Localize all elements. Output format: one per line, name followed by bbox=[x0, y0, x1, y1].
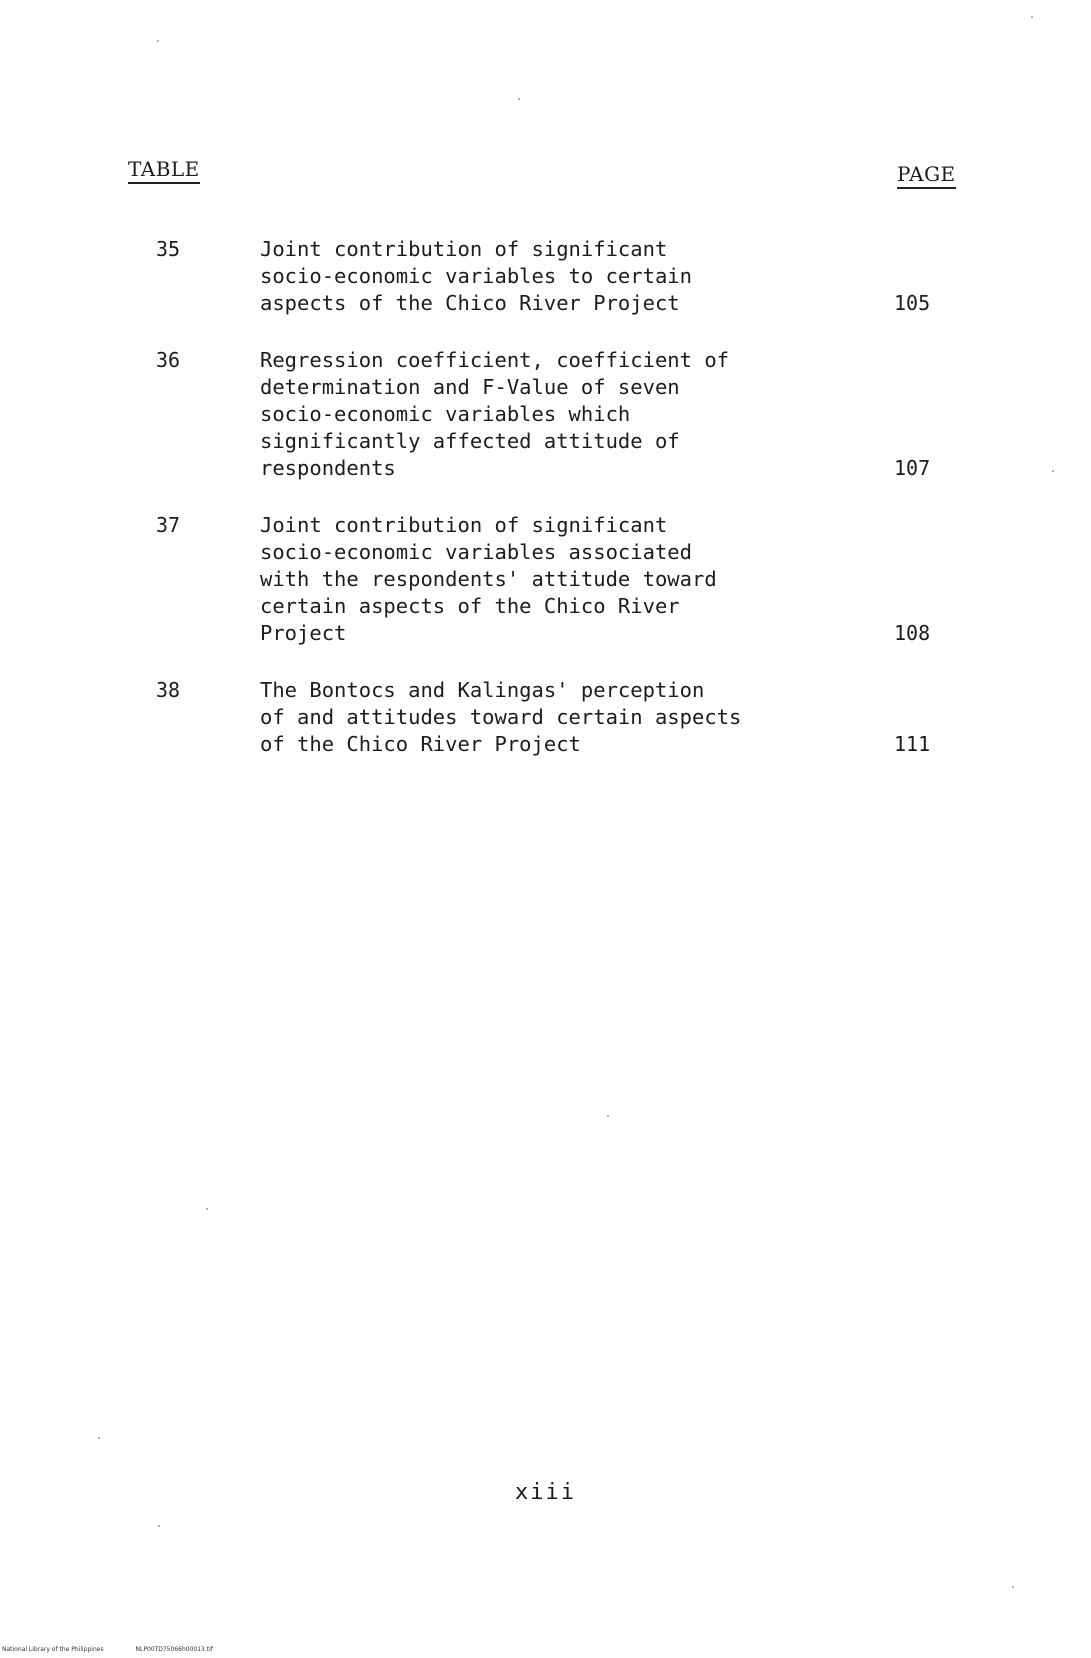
table-number: 36 bbox=[156, 348, 181, 372]
table-column-header: TABLE bbox=[128, 158, 200, 184]
page-column-header: PAGE bbox=[897, 163, 956, 189]
scan-speck bbox=[206, 1208, 208, 1210]
table-title: The Bontocs and Kalingas' perception of and attitudes toward certain aspects of the Chico River Project bbox=[260, 678, 742, 756]
table-title: Joint contribution of significant socio-economic variables to certain aspects of the Chico River Project bbox=[260, 237, 692, 315]
scan-speck bbox=[1052, 470, 1054, 472]
footer-file: NLP00TD75066h00013.tif bbox=[135, 1646, 213, 1653]
scan-speck bbox=[1012, 1586, 1014, 1588]
table-entry-35 bbox=[0, 236, 1091, 317]
footer-library: National Library of the Philippines bbox=[2, 1646, 104, 1653]
scan-footer bbox=[2, 1646, 243, 1653]
table-entry-38 bbox=[0, 677, 1091, 758]
table-number: 37 bbox=[156, 513, 181, 537]
scan-speck bbox=[1031, 16, 1033, 18]
table-entry-36 bbox=[0, 347, 1091, 482]
scan-speck bbox=[518, 98, 520, 100]
table-entry-37 bbox=[0, 512, 1091, 647]
table-number: 35 bbox=[156, 237, 181, 261]
page-number: 108 bbox=[894, 621, 931, 645]
table-title: Joint contribution of significant socio-economic variables associated with the respondents' attitude toward certain aspects of the Chico River Project bbox=[260, 513, 717, 645]
scan-speck bbox=[607, 1115, 609, 1117]
page-folio: xiii bbox=[515, 1480, 576, 1505]
table-number: 38 bbox=[156, 678, 181, 702]
table-title: Regression coefficient, coefficient of determination and F-Value of seven socio-economic variables which significantly affected attitude of respondents bbox=[260, 348, 729, 480]
scan-speck bbox=[158, 1525, 160, 1527]
list-of-tables bbox=[0, 236, 1091, 784]
scan-speck bbox=[157, 40, 159, 42]
page-number: 107 bbox=[894, 456, 931, 480]
page-number: 111 bbox=[894, 732, 931, 756]
scan-speck bbox=[98, 1437, 100, 1439]
page-number: 105 bbox=[894, 291, 931, 315]
